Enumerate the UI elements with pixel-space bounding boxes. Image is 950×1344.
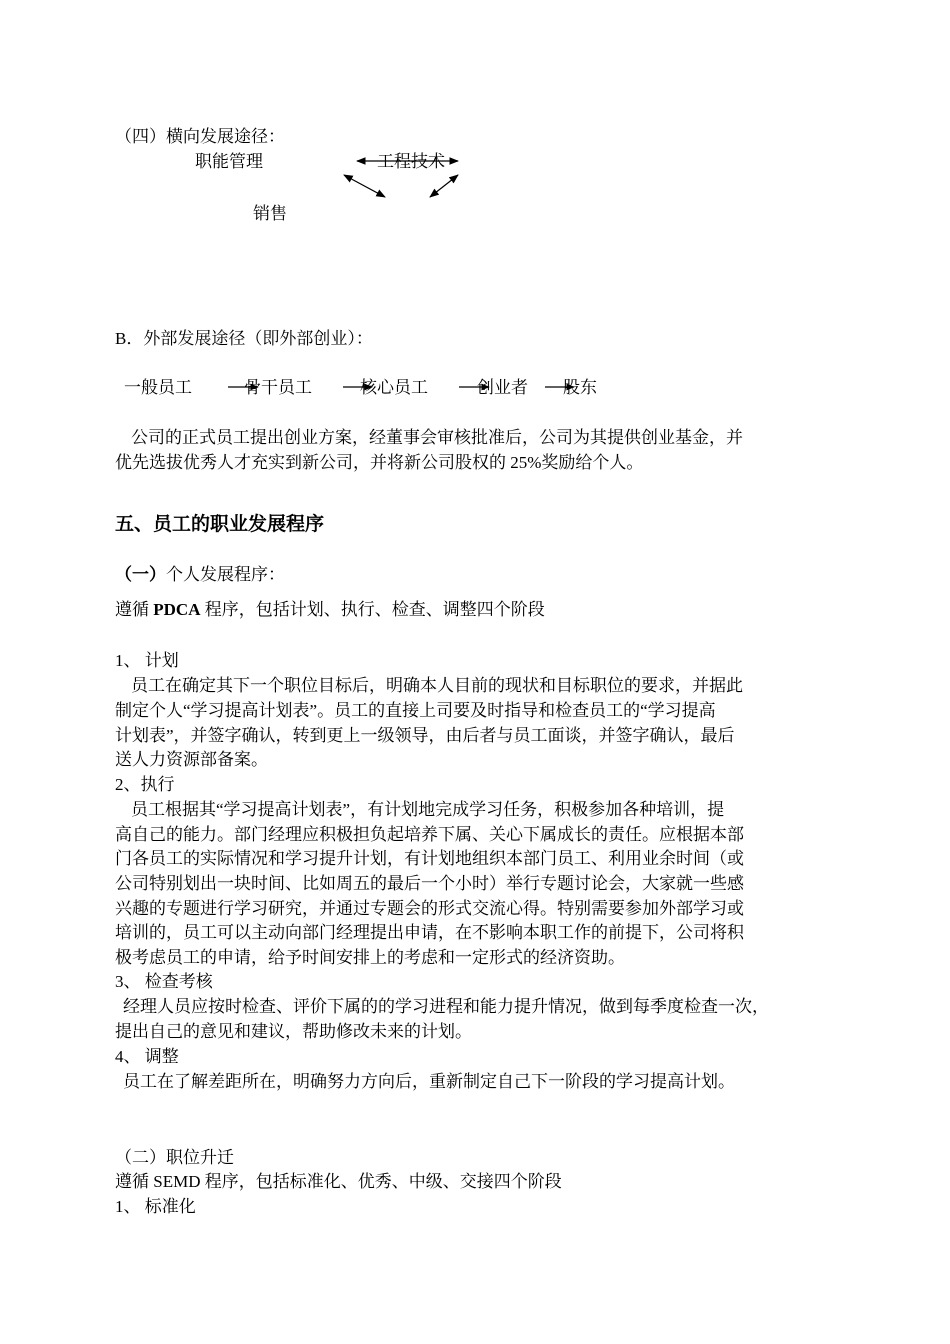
node-sales: 销售: [253, 204, 287, 223]
flow-step-backbone: 骨干员工: [244, 378, 312, 397]
sub2-item1-label: 1、 标准化: [115, 1197, 196, 1216]
section5-title: 五、员工的职业发展程序: [115, 513, 325, 535]
item1-line: 制定个人“学习提高计划表”。员工的直接上司要及时指导和检查员工的“学习提高: [115, 701, 716, 720]
item3-label: 3、 检查考核: [115, 972, 213, 991]
node-engineering: 工程技术: [377, 152, 445, 171]
item1-line: 员工在确定其下一个职位目标后，明确本人目前的现状和目标职位的要求，并据此: [131, 676, 743, 695]
item3-line: 提出自己的意见和建议，帮助修改未来的计划。: [115, 1022, 472, 1041]
external-paragraph-line1: 公司的正式员工提出创业方案，经董事会审核批准后，公司为其提供创业基金，并: [131, 428, 743, 447]
node-functional-management: 职能管理: [195, 152, 263, 171]
sub2-heading: （二）职位升迁: [115, 1148, 234, 1167]
item2-line: 门各员工的实际情况和学习提升计划，有计划地组织本部门员工、利用业余时间（或: [115, 849, 744, 868]
item2-line: 兴趣的专题进行学习研究，并通过专题会的形式交流心得。特别需要参加外部学习或: [115, 899, 744, 918]
item1-line: 计划表”，并签字确认，转到更上一级领导，由后者与员工面谈，并签字确认，最后: [115, 726, 735, 745]
pdca-prefix: 遵循: [115, 600, 154, 619]
external-heading: B．外部发展途径（即外部创业）：: [115, 329, 373, 348]
flow-step-entrepreneur: 创业者: [477, 378, 528, 397]
item4-line: 员工在了解差距所在，明确努力方向后，重新制定自己下一阶段的学习提高计划。: [123, 1072, 735, 1091]
flow-step-shareholder: 股东: [563, 378, 597, 397]
sub1-marker: （一）: [115, 565, 166, 585]
item2-line: 员工根据其“学习提高计划表”，有计划地完成学习任务，积极参加各种培训，提: [131, 800, 725, 819]
flow-step-ordinary: 一般员工: [124, 378, 192, 397]
sub1-label: 个人发展程序：: [166, 565, 285, 584]
sub1-heading: [115, 564, 285, 586]
item1-label: 1、 计划: [115, 651, 179, 670]
item3-line: 经理人员应按时检查、评价下属的的学习进程和能力提升情况，做到每季度检查一次，: [123, 997, 769, 1016]
lateral-heading: （四）横向发展途径：: [115, 127, 285, 146]
flow-step-core: 核心员工: [360, 378, 428, 397]
pdca-suffix: 程序，包括计划、执行、检查、调整四个阶段: [200, 600, 545, 619]
pdca-line: [115, 599, 545, 621]
external-paragraph-line2: 优先选拔优秀人才充实到新公司，并将新公司股权的 25%奖励给个人。: [115, 453, 644, 472]
item2-label: 2、执行: [115, 775, 175, 794]
item2-line: 极考虑员工的申请，给予时间安排上的考虑和一定形式的经济资助。: [115, 948, 625, 967]
semd-line: 遵循 SEMD 程序，包括标准化、优秀、中级、交接四个阶段: [115, 1172, 562, 1191]
item1-line: 送人力资源部备案。: [115, 750, 268, 769]
item2-line: 公司特别划出一块时间、比如周五的最后一个小时）举行专题讨论会，大家就一些感: [115, 874, 744, 893]
pdca-bold: PDCA: [153, 600, 201, 619]
item2-line: 高自己的能力。部门经理应积极担负起培养下属、关心下属成长的责任。应根据本部: [115, 825, 744, 844]
item4-label: 4、 调整: [115, 1047, 179, 1066]
item2-line: 培训的，员工可以主动向部门经理提出申请，在不影响本职工作的前提下，公司将积: [115, 923, 744, 942]
